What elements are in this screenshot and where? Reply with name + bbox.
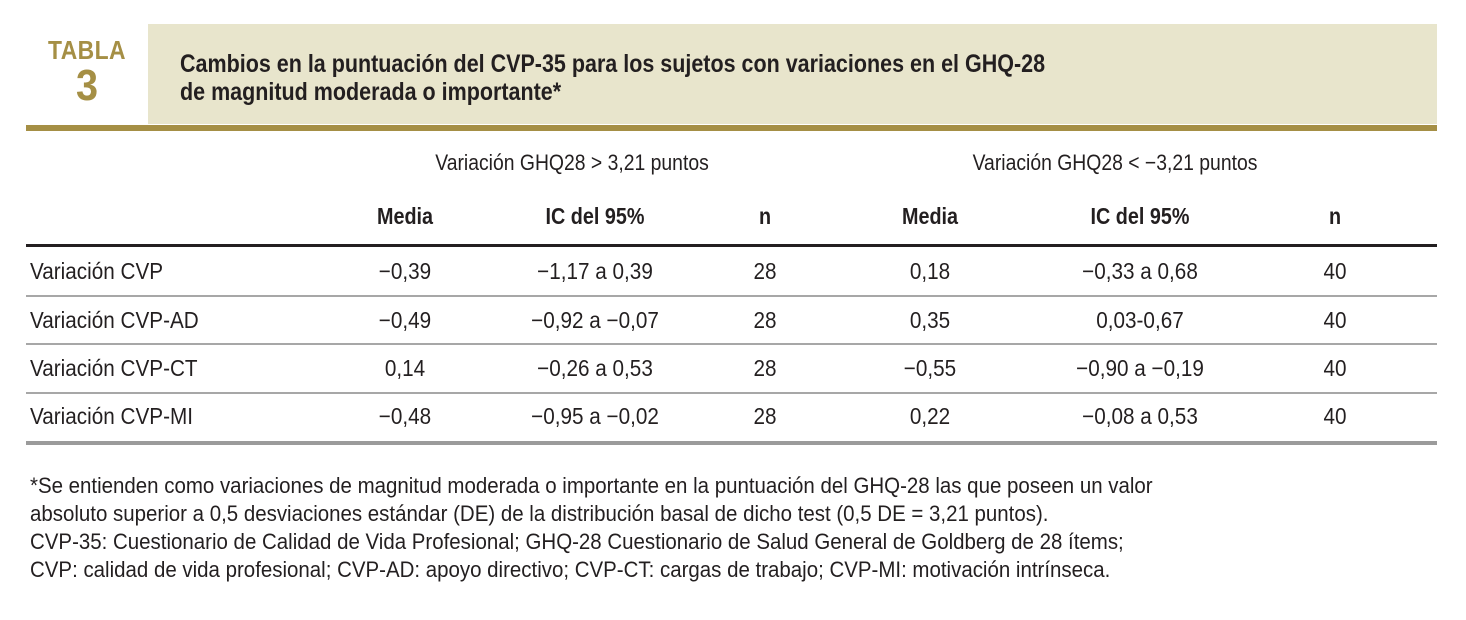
- table-title: [180, 50, 1246, 106]
- table-cell: 0,14: [384, 355, 426, 381]
- table-cell: −0,08 a 0,53: [1082, 403, 1198, 429]
- group-header-positive: Variación GHQ28 > 3,21 puntos: [435, 150, 709, 175]
- table-cell: 28: [753, 355, 777, 381]
- header-rule: [26, 244, 1437, 247]
- table-cell: 28: [753, 307, 777, 333]
- table-cell: −0,26 a 0,53: [537, 355, 653, 381]
- table-cell: 0,22: [909, 403, 951, 429]
- table-bottom-rule: [26, 441, 1437, 445]
- table-cell: −0,39: [378, 258, 432, 284]
- column-header-ic95: IC del 95%: [1090, 203, 1190, 229]
- column-header-media: Media: [901, 203, 959, 229]
- row-label: Variación CVP: [30, 258, 164, 284]
- row-divider: [26, 392, 1437, 394]
- column-header-ic95: IC del 95%: [545, 203, 645, 229]
- table-label-word: TABLA: [47, 35, 127, 65]
- table-cell: −0,49: [378, 307, 432, 333]
- table-cell: 28: [753, 403, 777, 429]
- footnote-line: CVP: calidad de vida profesional; CVP-AD: apoyo directivo; CVP-CT: cargas de trabajo; CVP-MI: motivación intrínseca.: [30, 557, 1111, 582]
- group-header-negative: Variación GHQ28 < −3,21 puntos: [972, 150, 1258, 175]
- column-header-media: Media: [376, 203, 434, 229]
- footnote-line: CVP-35: Cuestionario de Calidad de Vida Profesional; GHQ-28 Cuestionario de Salud General de Goldberg de 28 ítems;: [30, 529, 1124, 554]
- table-cell: −0,92 a −0,07: [531, 307, 659, 333]
- table-label-number: 3: [75, 61, 99, 110]
- table-label: [26, 24, 148, 124]
- footnote-line: *Se entienden como variaciones de magnitud moderada o importante en la puntuación del GHQ-28 las que poseen un valor: [30, 473, 1153, 498]
- table-cell: −1,17 a 0,39: [537, 258, 653, 284]
- row-divider: [26, 295, 1437, 297]
- footnote-line: absoluto superior a 0,5 desviaciones estándar (DE) de la distribución basal de dicho test (0,5 DE = 3,21 puntos).: [30, 501, 1049, 526]
- table-title-line1: Cambios en la puntuación del CVP-35 para los sujetos con variaciones en el GHQ-28: [180, 50, 1046, 78]
- table-cell: 28: [753, 258, 777, 284]
- table-cell: 40: [1323, 355, 1347, 381]
- title-band: [148, 24, 1437, 124]
- row-divider: [26, 343, 1437, 345]
- table-cell: 0,18: [909, 258, 951, 284]
- table-cell: −0,33 a 0,68: [1082, 258, 1198, 284]
- row-label: Variación CVP-MI: [30, 403, 193, 429]
- row-label: Variación CVP-CT: [30, 355, 198, 381]
- table-cell: 40: [1323, 403, 1347, 429]
- column-header-n: n: [758, 203, 772, 229]
- table-cell: 0,35: [909, 307, 951, 333]
- table-cell: 40: [1323, 307, 1347, 333]
- table-cell: 40: [1323, 258, 1347, 284]
- column-header-n: n: [1328, 203, 1342, 229]
- table-cell: −0,90 a −0,19: [1076, 355, 1204, 381]
- table-cell: −0,48: [378, 403, 432, 429]
- table-cell: 0,03-0,67: [1096, 307, 1184, 333]
- title-rule: [26, 125, 1437, 131]
- table-cell: −0,55: [903, 355, 957, 381]
- table-title-line2: de magnitud moderada o importante*: [180, 78, 562, 106]
- row-label: Variación CVP-AD: [30, 307, 199, 333]
- table-cell: −0,95 a −0,02: [531, 403, 659, 429]
- table-footnote: [30, 472, 1351, 584]
